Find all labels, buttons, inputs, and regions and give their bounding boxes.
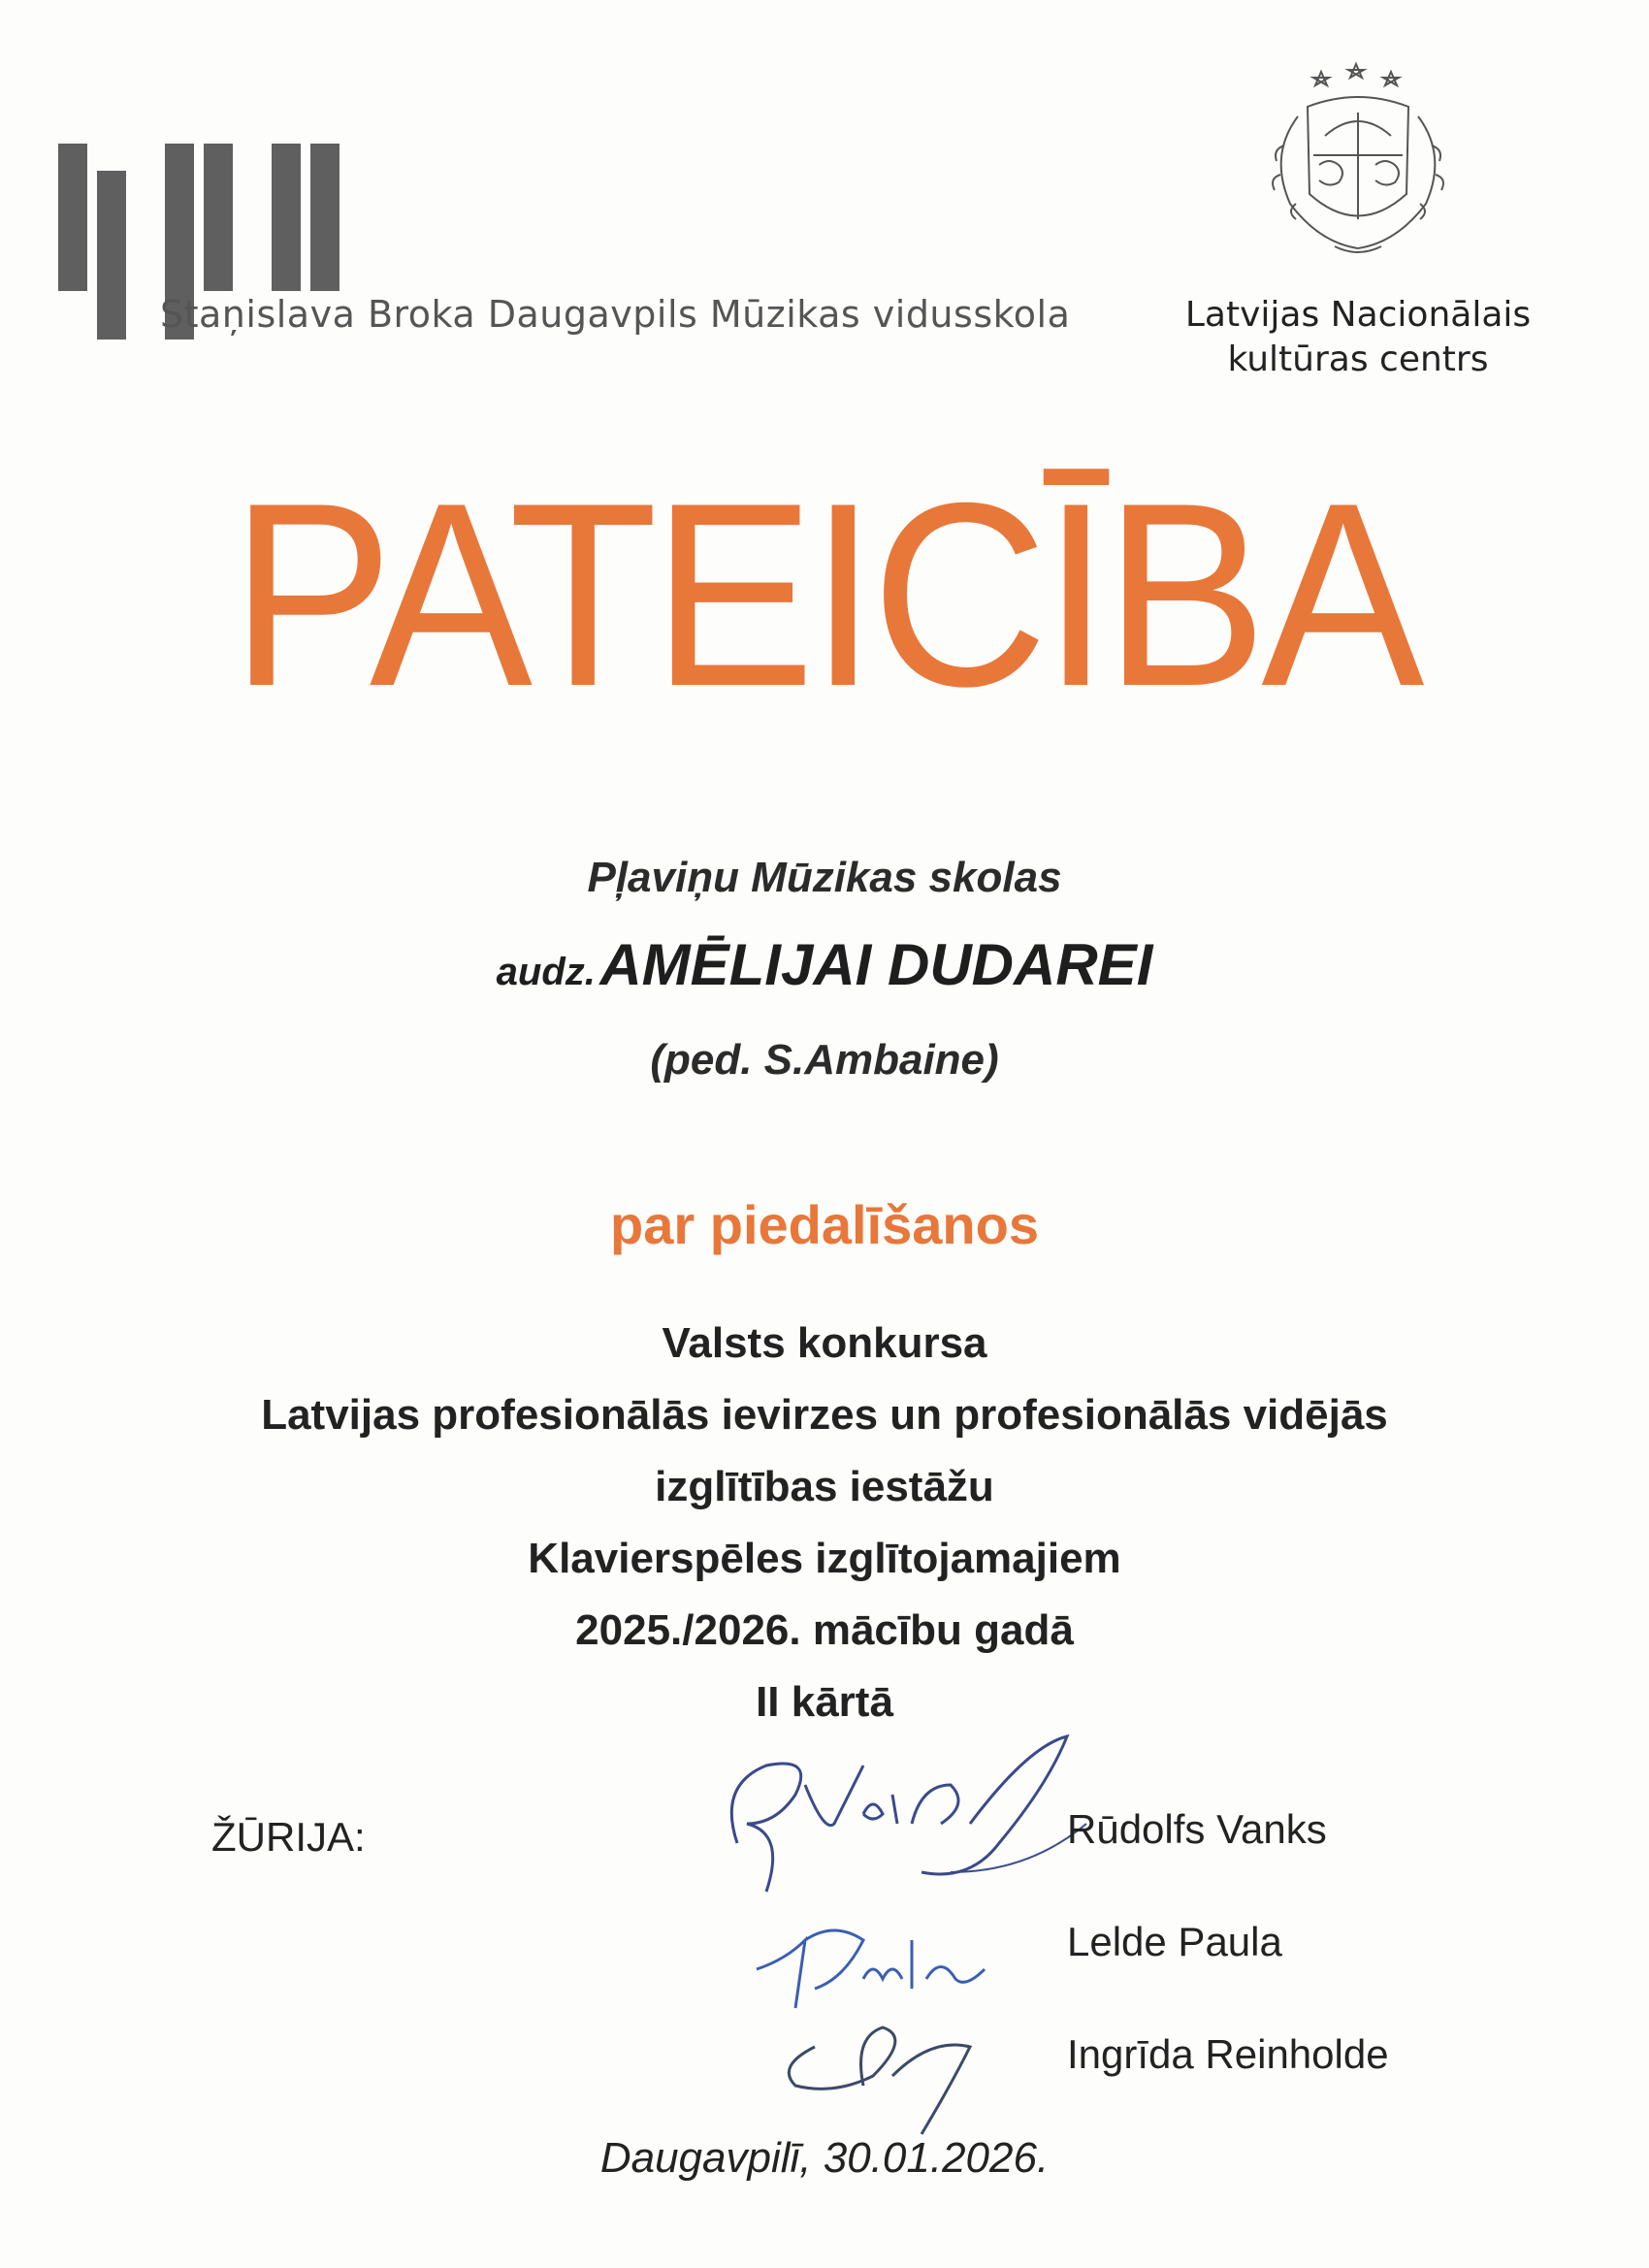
jury-member: Lelde Paula [1067, 1919, 1282, 1964]
page-title: PATEICĪBA [230, 449, 1419, 741]
logo-bar [204, 144, 233, 291]
contest-line: Klavierspēles izglītojamajiem [528, 1535, 1121, 1582]
school-name: Staņislava Broka Daugavpils Mūzikas vidusskola [160, 293, 1071, 336]
contest-line: Valsts konkursa [662, 1319, 987, 1367]
logo-bar [97, 171, 126, 340]
logo-bar [272, 144, 301, 291]
recipient-prefix: audz. [496, 951, 596, 993]
contest-line: II kārtā [756, 1678, 893, 1726]
award-reason: par piedalīšanos [610, 1194, 1039, 1255]
recipient-name: AMĒLIJAI DUDAREI [599, 932, 1153, 997]
recipient-teacher: (ped. S.Ambaine) [650, 1036, 999, 1084]
recipient-school: Pļaviņu Mūzikas skolas [587, 854, 1062, 901]
contest-line: Latvijas profesionālās ievirzes un profesionālās vidējās [261, 1391, 1388, 1439]
logo-bar [310, 144, 340, 291]
institution-name [1145, 293, 1571, 382]
institution-line: kultūras centrs [1227, 340, 1489, 379]
jury-label: ŽŪRIJA: [211, 1814, 366, 1860]
contest-line: izglītības iestāžu [655, 1463, 994, 1510]
contest-line: 2025./2026. mācību gadā [575, 1606, 1074, 1654]
jury-member: Ingrīda Reinholde [1067, 2031, 1389, 2077]
contest-description [0, 1308, 1649, 1738]
signature-vanks [679, 1727, 1106, 1911]
place-date: Daugavpilī, 30.01.2026. [599, 2134, 1050, 2182]
jury-member: Rūdolfs Vanks [1067, 1806, 1327, 1852]
logo-bar [58, 144, 87, 291]
coat-of-arms-icon [1242, 49, 1474, 272]
institution-line: Latvijas Nacionālais [1184, 295, 1532, 335]
signature-reinholde [757, 1998, 1018, 2154]
recipient-line [0, 931, 1649, 998]
jury-list [1067, 1806, 1389, 2144]
